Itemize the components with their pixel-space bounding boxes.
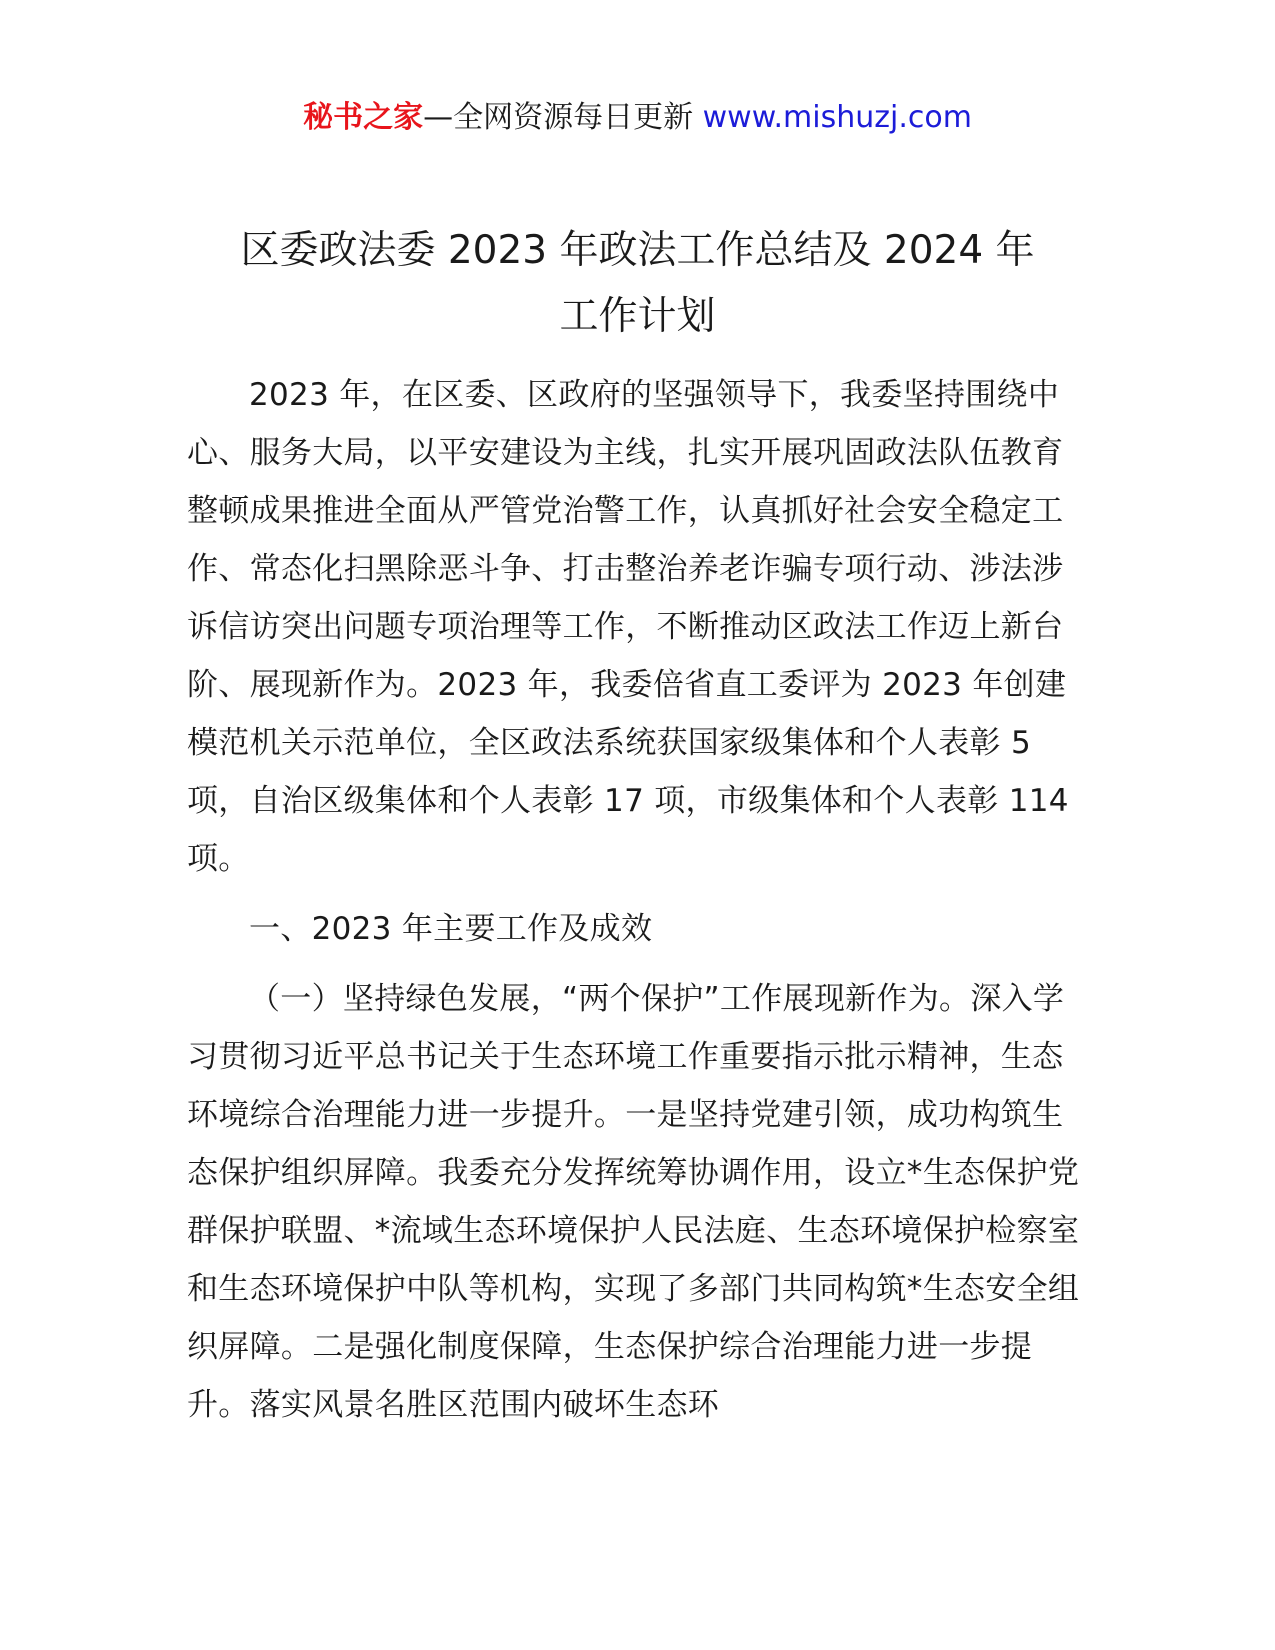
title-line-1: 区委政法委 2023 年政法工作总结及 2024 年: [240, 228, 1035, 273]
header-tagline: —全网资源每日更新: [423, 100, 703, 135]
intro-paragraph: 2023 年，在区委、区政府的坚强领导下，我委坚持围绕中心、服务大局，以平安建设为主线，扎实开展巩固政法队伍教育整顿成果推进全面从严管党治警工作，认真抓好社会安全稳定工作、常态化扫黑除恶斗争、打击整治养老诈骗专项行动、涉法涉诉信访突出问题专项治理等工作，不断推动区政法工作迈上新台阶、展现新作为。2023 年，我委倍省直工委评为 2023 年创建模范机关示范单位，全区政法系统获国家级集体和个人表彰 5 项，自治区级集体和个人表彰 17 项，市级集体和个人表彰 114 项。: [187, 377, 1069, 877]
site-header: [0, 96, 1275, 140]
title-line-2: 工作计划: [559, 294, 716, 339]
brand-name: 秘书之家: [303, 100, 424, 135]
document-title: [150, 218, 1125, 350]
site-url-link[interactable]: www.mishuzj.com: [702, 100, 972, 135]
section-heading: 一、2023 年主要工作及成效: [249, 911, 653, 947]
document-body: [187, 366, 1091, 1434]
section-paragraph: （一）坚持绿色发展，“两个保护”工作展现新作为。深入学习贯彻习近平总书记关于生态环境工作重要指示批示精神，生态环境综合治理能力进一步提升。一是坚持党建引领，成功构筑生态保护组织屏障。我委充分发挥统筹协调作用，设立*生态保护党群保护联盟、*流域生态环境保护人民法庭、生态环境保护检察室和生态环境保护中队等机构，实现了多部门共同构筑*生态安全组织屏障。二是强化制度保障，生态保护综合治理能力进一步提升。落实风景名胜区范围内破坏生态环: [187, 981, 1080, 1423]
